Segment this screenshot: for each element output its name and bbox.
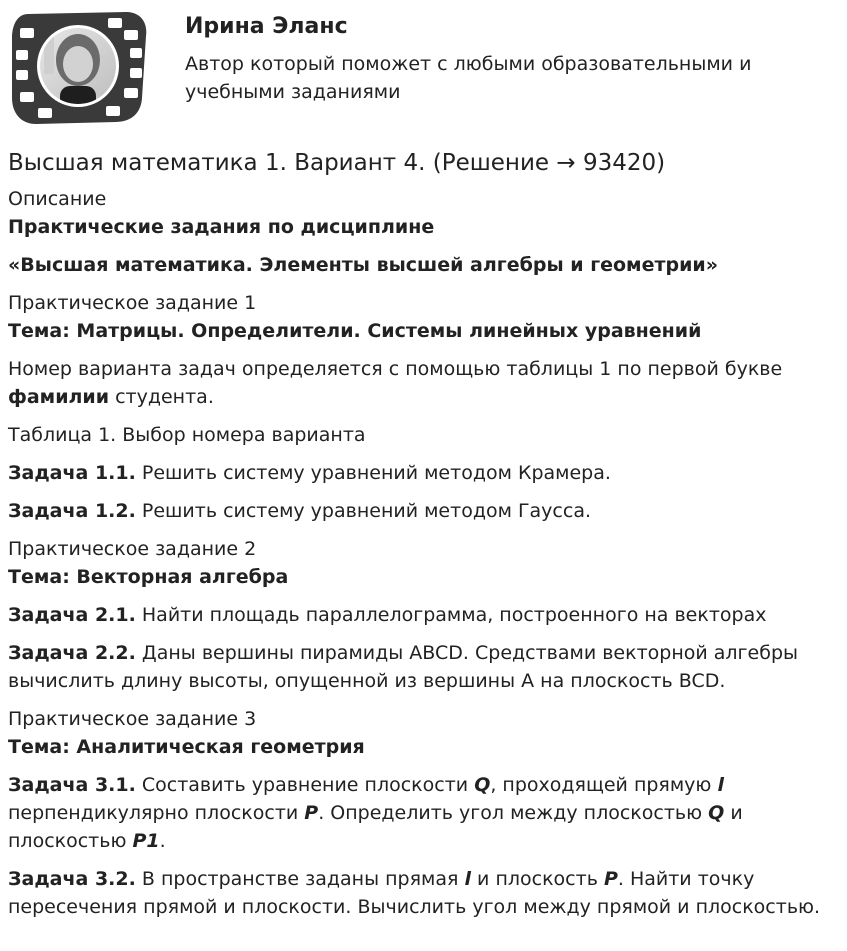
problem-1-1: Задача 1.1. Решить систему уравнений методом Крамера. <box>8 462 611 484</box>
task3-topic: Тема: Аналитическая геометрия <box>8 736 365 758</box>
task1-label: Практическое задание 1 <box>8 292 257 314</box>
task2-label: Практическое задание 2 <box>8 538 257 560</box>
description-label: Описание <box>8 188 107 210</box>
problem-1-2: Задача 1.2. Решить систему уравнений методом Гаусса. <box>8 500 591 522</box>
author-card <box>8 8 838 128</box>
film-frame-avatar-icon <box>8 8 150 126</box>
task1-intro: Номер варианта задач определяется с помощью таблицы 1 по первой букве фамилии студента. <box>8 358 783 408</box>
page-title: Высшая математика 1. Вариант 4. (Решение → 93420) <box>8 150 666 176</box>
task2-topic: Тема: Векторная алгебра <box>8 566 289 588</box>
problem-3-2: Задача 3.2. В пространстве заданы прямая l и плоскость P. Найти точку пересечения прямой и плоскости. Вычислить угол между прямой и плоскостью. <box>8 868 821 918</box>
problem-2-2: Задача 2.2. Даны вершины пирамиды ABCD. Средствами векторной алгебры вычислить длину высоты, опущенной из вершины A на плоскость BCD. <box>8 642 799 692</box>
task1-topic: Тема: Матрицы. Определители. Системы линейных уравнений <box>8 320 702 342</box>
section-heading-2: «Высшая математика. Элементы высшей алгебры и геометрии» <box>8 254 718 276</box>
table1-caption: Таблица 1. Выбор номера варианта <box>8 424 366 446</box>
main-content <box>8 147 838 921</box>
author-name[interactable]: Ирина Эланс <box>185 14 348 39</box>
task3-label: Практическое задание 3 <box>8 708 257 730</box>
section-heading-1: Практические задания по дисциплине <box>8 216 435 238</box>
problem-2-1: Задача 2.1. Найти площадь параллелограмма, построенного на векторах <box>8 604 767 626</box>
problem-3-1: Задача 3.1. Составить уравнение плоскости Q, проходящей прямую l перпендикулярно плоскости P. Определить угол между плоскостью Q и плоскостью P1. <box>8 774 743 852</box>
avatar[interactable] <box>8 8 150 126</box>
author-description: Автор который поможет с любыми образовательными и учебными заданиями <box>185 53 752 103</box>
